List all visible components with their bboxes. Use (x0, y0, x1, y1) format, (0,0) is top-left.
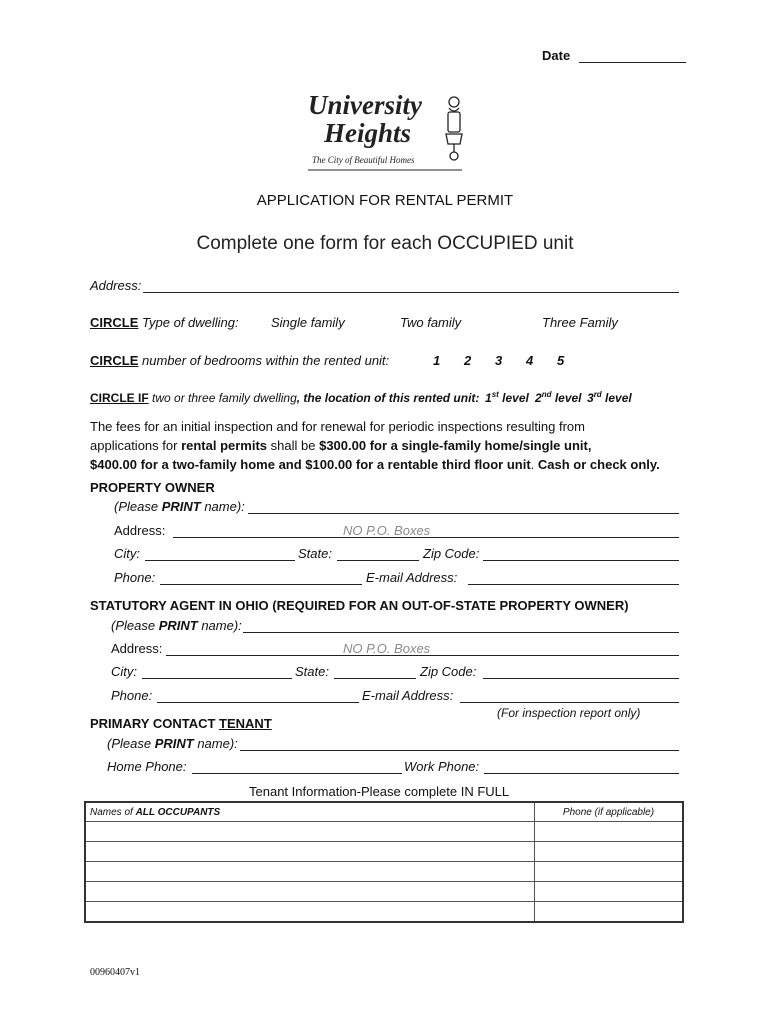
home-phone-label: Home Phone: (107, 759, 187, 774)
agent-email-label: E-mail Address: (362, 688, 454, 703)
logo-name-line2: Heights (324, 118, 412, 148)
work-phone-field[interactable] (484, 773, 679, 774)
occupant-phone-cell[interactable] (535, 842, 684, 862)
bedroom-option-2[interactable]: 2 (464, 353, 472, 368)
agent-zip-label: Zip Code: (420, 664, 477, 679)
agent-print-label: (Please PRINT name): (111, 618, 242, 633)
occupant-phone-cell[interactable] (535, 822, 684, 842)
date-label: Date (542, 48, 571, 63)
agent-address-label: Address: (111, 641, 163, 656)
level-row (90, 391, 479, 405)
bedroom-option-5[interactable]: 5 (557, 353, 565, 368)
agent-phone-label: Phone: (111, 688, 153, 703)
owner-city-field[interactable] (145, 560, 295, 561)
address-field[interactable] (143, 292, 679, 293)
page-title: APPLICATION FOR RENTAL PERMIT (256, 192, 514, 209)
level-label-a: two or three family dwelling (152, 391, 297, 405)
agent-heading: STATUTORY AGENT IN OHIO (REQUIRED FOR AN OUT-OF-STATE PROPERTY OWNER) (90, 598, 629, 613)
tenant-info-title: Tenant Information-Please complete IN FULL (249, 784, 510, 799)
bedroom-option-1[interactable]: 1 (433, 353, 441, 368)
table-row (85, 822, 683, 842)
owner-print-label: (Please PRINT name): (114, 499, 245, 514)
tenant-heading: PRIMARY CONTACT TENANT (90, 716, 272, 731)
tenant-print-label: (Please PRINT name): (107, 736, 238, 751)
bedrooms-row (90, 353, 389, 368)
bedrooms-label: number of bedrooms within the rented unit: (142, 353, 390, 368)
agent-phone-field[interactable] (157, 702, 359, 703)
occupant-phone-cell[interactable] (535, 882, 684, 902)
agent-zip-field[interactable] (483, 678, 679, 679)
home-phone-field[interactable] (192, 773, 402, 774)
occupants-column-header: Names of ALL OCCUPANTS (85, 802, 535, 822)
table-row (85, 862, 683, 882)
level-option-2[interactable]: 2nd level (535, 390, 582, 405)
logo-tagline: The City of Beautiful Homes (312, 155, 415, 165)
occupant-name-cell[interactable] (85, 882, 535, 902)
owner-state-label: State: (298, 546, 332, 561)
table-row (85, 842, 683, 862)
door-knocker-icon (446, 97, 462, 160)
agent-city-field[interactable] (142, 678, 292, 679)
circle-if-label: CIRCLE IF (90, 391, 149, 405)
agent-no-po-note: NO P.O. Boxes (343, 641, 431, 656)
owner-phone-label: Phone: (114, 570, 156, 585)
tenant-name-field[interactable] (240, 750, 679, 751)
date-field[interactable] (579, 62, 686, 63)
owner-heading: PROPERTY OWNER (90, 480, 215, 495)
owner-email-field[interactable] (468, 584, 679, 585)
table-row (85, 902, 683, 923)
agent-city-label: City: (111, 664, 137, 679)
circle-label: CIRCLE (90, 315, 139, 330)
owner-state-field[interactable] (337, 560, 419, 561)
circle-label: CIRCLE (90, 353, 139, 368)
owner-address-label: Address: (114, 523, 166, 538)
agent-state-label: State: (295, 664, 329, 679)
table-header-row (85, 802, 683, 822)
occupant-phone-cell[interactable] (535, 902, 684, 923)
dwelling-label: Type of dwelling: (142, 315, 239, 330)
table-row (85, 882, 683, 902)
owner-city-label: City: (114, 546, 140, 561)
occupant-phone-cell[interactable] (535, 862, 684, 882)
occupant-name-cell[interactable] (85, 822, 535, 842)
owner-email-label: E-mail Address: (366, 570, 458, 585)
university-heights-logo (304, 88, 468, 174)
page-subtitle: Complete one form for each OCCUPIED unit (196, 233, 574, 254)
phone-column-header: Phone (if applicable) (535, 802, 684, 822)
level-option-3[interactable]: 3rd level (587, 390, 632, 405)
owner-no-po-note: NO P.O. Boxes (343, 523, 431, 538)
dwelling-option-two[interactable]: Two family (400, 315, 462, 330)
owner-zip-field[interactable] (483, 560, 679, 561)
address-label: Address: (90, 278, 142, 293)
form-code: 00960407v1 (90, 967, 140, 978)
occupant-name-cell[interactable] (85, 842, 535, 862)
owner-phone-field[interactable] (160, 584, 362, 585)
bedroom-option-3[interactable]: 3 (495, 353, 503, 368)
agent-email-field[interactable] (460, 702, 679, 703)
level-label-b: , the location of this rented unit: (296, 391, 480, 405)
dwelling-option-single[interactable]: Single family (271, 315, 345, 330)
occupant-name-cell[interactable] (85, 902, 535, 923)
inspection-report-note: (For inspection report only) (497, 706, 641, 720)
occupant-name-cell[interactable] (85, 862, 535, 882)
work-phone-label: Work Phone: (404, 759, 480, 774)
dwelling-row (90, 315, 239, 330)
logo-name-line1: University (308, 90, 422, 120)
owner-zip-label: Zip Code: (423, 546, 480, 561)
fees-paragraph: The fees for an initial inspection and for renewal for periodic inspections resulting from applications for rental permits shall be $300.00 for a single-family home/single unit, $400.00 for a two-family home and $100.00 for a rentable third floor unit. Cash or check only. (90, 419, 660, 472)
level-option-1[interactable]: 1st level (485, 390, 529, 405)
occupants-table (84, 801, 684, 923)
agent-state-field[interactable] (334, 678, 416, 679)
bedroom-option-4[interactable]: 4 (526, 353, 534, 368)
dwelling-option-three[interactable]: Three Family (542, 315, 618, 330)
agent-name-field[interactable] (243, 632, 679, 633)
owner-name-field[interactable] (248, 513, 679, 514)
